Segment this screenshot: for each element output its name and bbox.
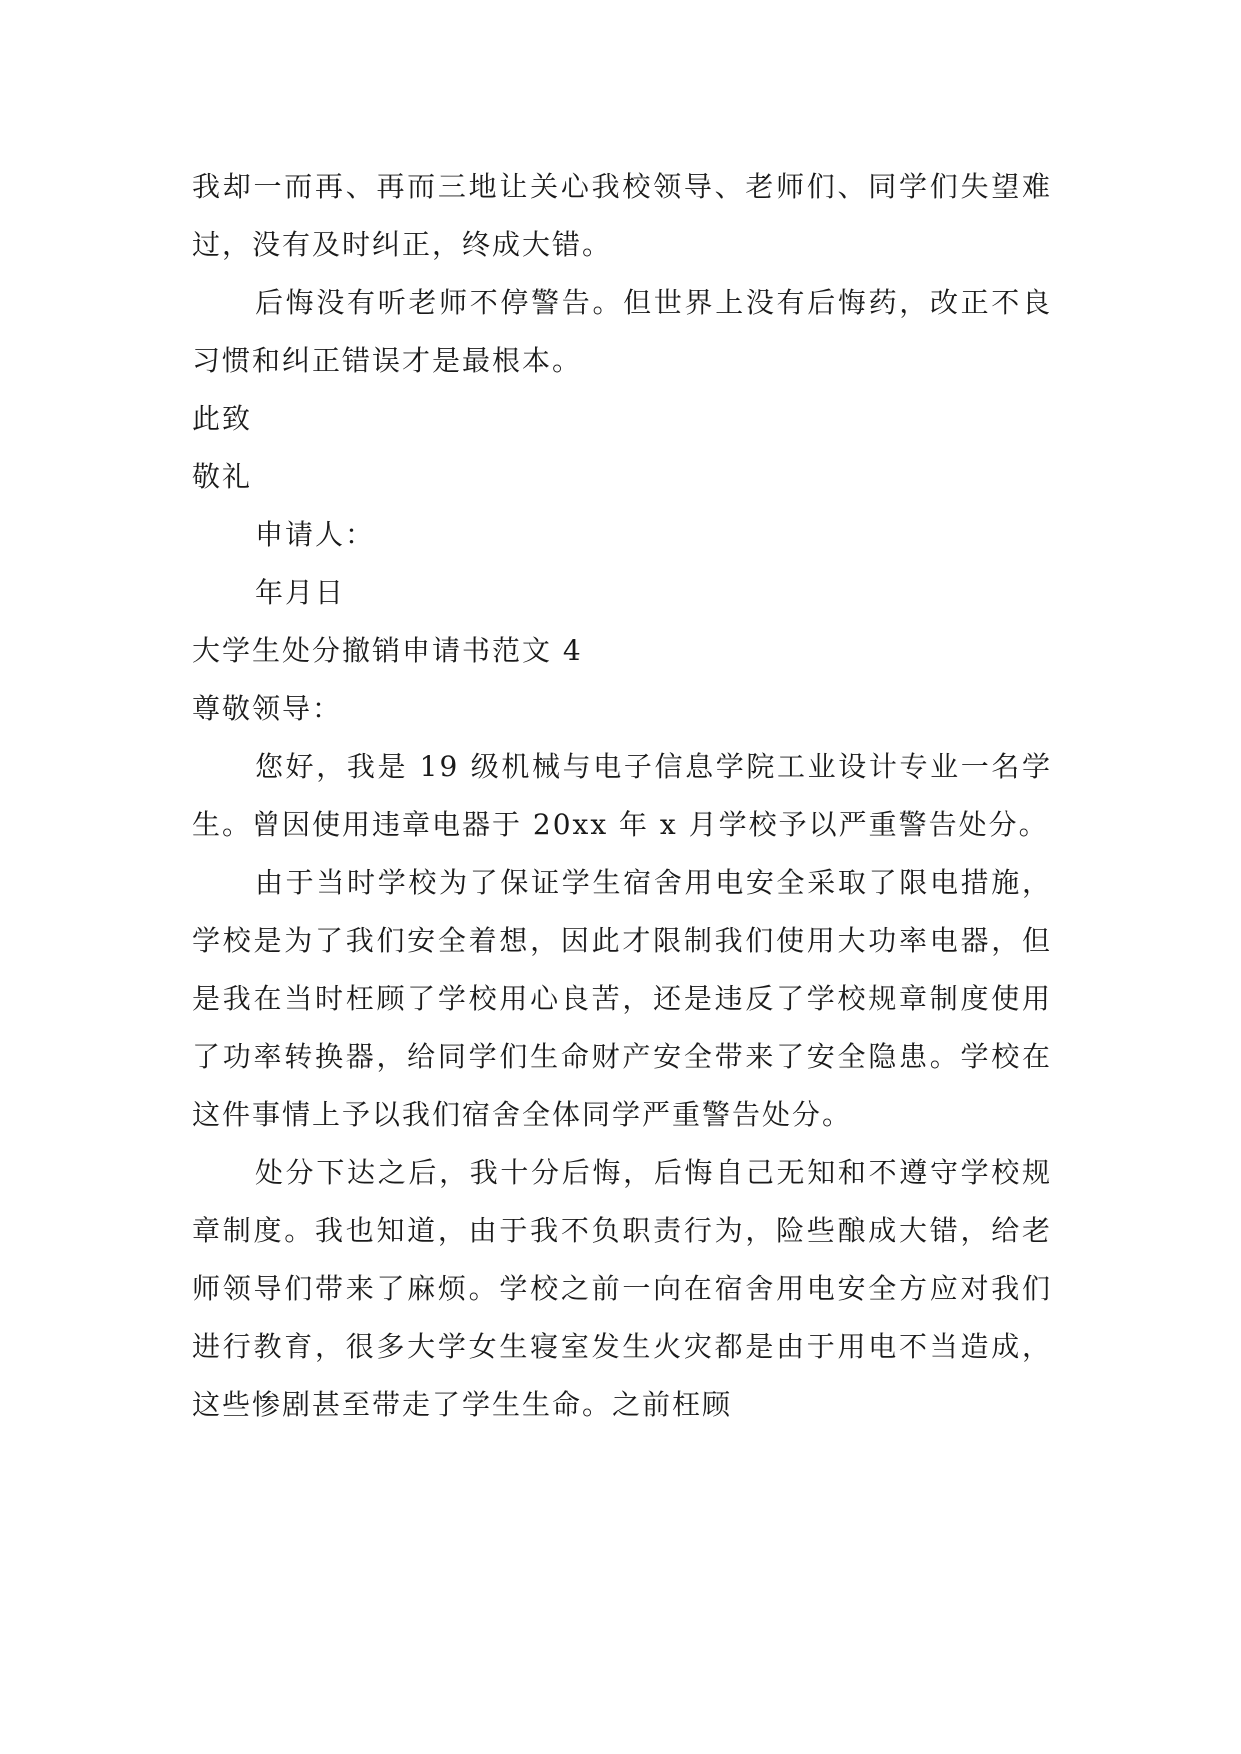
closing-salutation: 此致 [192,402,253,435]
paragraph-regret: 后悔没有听老师不停警告。但世界上没有后悔药，改正不良习惯和纠正错误才是最根本。 [192,286,1052,377]
document-body [192,158,1052,1434]
paragraph-background: 由于当时学校为了保证学生宿舍用电安全采取了限电措施，学校是为了我们安全着想，因此才限制我们使用大功率电器，但是我在当时枉顾了学校用心良苦，还是违反了学校规章制度使用了功率转换器，给同学们生命财产安全带来了安全隐患。学校在这件事情上予以我们宿舍全体同学严重警告处分。 [192,866,1052,1131]
closing-regards: 敬礼 [192,460,253,493]
paragraph-reflection: 处分下达之后，我十分后悔，后悔自己无知和不遵守学校规章制度。我也知道，由于我不负职责行为，险些酿成大错，给老师领导们带来了麻烦。学校之前一向在宿舍用电安全方应对我们进行教育，很多大学女生寝室发生火灾都是由于用电不当造成，这些惨剧甚至带走了学生生命。之前枉顾 [192,1156,1052,1421]
letter-greeting: 尊敬领导： [192,692,343,725]
date-line: 年月日 [255,576,346,609]
paragraph-introduction: 您好，我是 19 级机械与电子信息学院工业设计专业一名学生。曾因使用违章电器于 20xx 年 x 月学校予以严重警告处分。 [192,750,1052,841]
paragraph-continuation: 我却一而再、再而三地让关心我校领导、老师们、同学们失望难过，没有及时纠正，终成大错。 [192,170,1052,261]
section-title: 大学生处分撤销申请书范文 4 [192,634,583,667]
applicant-signature-line: 申请人： [255,518,376,551]
